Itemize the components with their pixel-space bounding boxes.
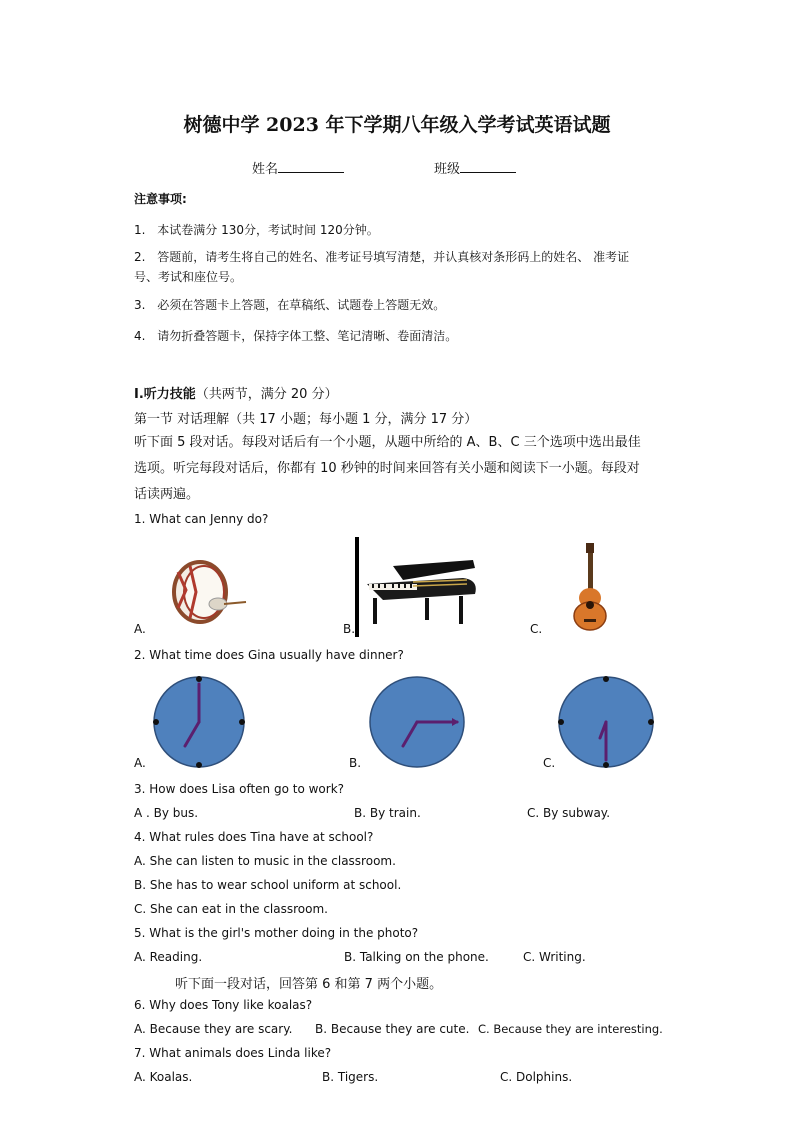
question-5: 5. What is the girl's mother doing in the photo? bbox=[134, 926, 419, 940]
question-2: 2. What time does Gina usually have dinner? bbox=[134, 648, 404, 662]
vertical-bar bbox=[355, 537, 359, 637]
section-heading-bold: Ⅰ.听力技能 bbox=[134, 387, 196, 402]
note-text: 答题前，请考生将自己的姓名、准考证号填写清楚，并认真核对条形码上的姓名、 准考证 bbox=[157, 250, 630, 264]
instructions-line-1: 听下面 5 段对话。每段对话后有一个小题，从题中所给的 A、B、C 三个选项中选出最佳 bbox=[134, 435, 641, 450]
note-num: 4. bbox=[134, 329, 146, 343]
q7-option-a[interactable]: A. Koalas. bbox=[134, 1070, 193, 1084]
piano-image bbox=[363, 560, 481, 630]
q4-option-b[interactable]: B. She has to wear school uniform at school. bbox=[134, 878, 402, 892]
class-blank bbox=[460, 159, 516, 173]
section-heading bbox=[134, 383, 338, 402]
clock-mark-12 bbox=[196, 676, 202, 682]
question-3: 3. How does Lisa often go to work? bbox=[134, 782, 345, 796]
note-num: 2. bbox=[134, 250, 146, 264]
q4-option-a[interactable]: A. She can listen to music in the classroom. bbox=[134, 854, 396, 868]
page-title: 树德中学 2023 年下学期八年级入学考试英语试题 bbox=[183, 114, 611, 136]
clock-mark-6 bbox=[603, 762, 609, 768]
q2-option-c[interactable]: C. bbox=[543, 756, 556, 770]
clock-b bbox=[369, 676, 465, 768]
q5-option-c[interactable]: C. Writing. bbox=[523, 950, 586, 964]
q7-option-c[interactable]: C. Dolphins. bbox=[500, 1070, 573, 1084]
note-text: 必须在答题卡上答题，在草稿纸、试题卷上答题无效。 bbox=[157, 298, 446, 312]
question-4: 4. What rules does Tina have at school? bbox=[134, 830, 374, 844]
clock-mark-12 bbox=[603, 676, 609, 682]
piano-lid bbox=[393, 560, 475, 580]
class-label: 班级 bbox=[434, 162, 461, 177]
q5-option-b[interactable]: B. Talking on the phone. bbox=[344, 950, 489, 964]
note-text: 请勿折叠答题卡，保持字体工整、笔记清晰、卷面清洁。 bbox=[157, 329, 458, 343]
question-6: 6. Why does Tony like koalas? bbox=[134, 998, 313, 1012]
class-field bbox=[434, 158, 516, 177]
instructions-line-3: 话读两遍。 bbox=[134, 487, 200, 502]
q5-option-a[interactable]: A. Reading. bbox=[134, 950, 203, 964]
q7-option-b[interactable]: B. Tigers. bbox=[322, 1070, 379, 1084]
q6-option-b[interactable]: B. Because they are cute. bbox=[315, 1022, 470, 1036]
note-item-3 bbox=[134, 296, 445, 313]
guitar-neck bbox=[588, 553, 593, 591]
clock-mark-3 bbox=[648, 719, 654, 725]
note-item-4 bbox=[134, 327, 457, 344]
note-text: 本试卷满分 130分，考试时间 120分钟。 bbox=[157, 223, 379, 237]
notes-heading: 注意事项: bbox=[134, 192, 187, 206]
guitar-image bbox=[570, 543, 610, 633]
part1-heading: 第一节 对话理解（共 17 小题；每小题 1 分，满分 17 分） bbox=[134, 412, 478, 427]
note-item-2-cont: 号、考试和座位号。 bbox=[134, 270, 243, 284]
note-item-1 bbox=[134, 221, 379, 238]
drum-mallet-stick bbox=[224, 602, 246, 604]
instructions-line-2: 选项。听完每段对话后，你都有 10 秒钟的时间来回答有关小题和阅读下一小题。每段对 bbox=[134, 461, 640, 476]
name-blank bbox=[278, 159, 344, 173]
clock-mark-9 bbox=[153, 719, 159, 725]
clock-mark-9 bbox=[558, 719, 564, 725]
guitar-headstock bbox=[586, 543, 594, 553]
piano-leg-1 bbox=[373, 598, 377, 624]
guitar-bridge bbox=[584, 619, 596, 622]
piano-leg-3 bbox=[459, 596, 463, 624]
q6-option-c[interactable]: C. Because they are interesting. bbox=[478, 1022, 663, 1036]
q2-option-b[interactable]: B. bbox=[349, 756, 362, 770]
clock-a bbox=[153, 676, 245, 768]
question-1: 1. What can Jenny do? bbox=[134, 512, 269, 526]
q2-option-a[interactable]: A. bbox=[134, 756, 146, 770]
clock-mark-6 bbox=[196, 762, 202, 768]
clock-mark-3 bbox=[239, 719, 245, 725]
q1-option-b[interactable]: B. bbox=[343, 622, 356, 636]
guitar-soundhole bbox=[586, 601, 594, 609]
note-num: 3. bbox=[134, 298, 146, 312]
note-item-2 bbox=[134, 248, 629, 265]
drum-image bbox=[160, 560, 250, 625]
clock-c bbox=[558, 676, 654, 768]
name-field bbox=[252, 158, 344, 177]
q3-option-c[interactable]: C. By subway. bbox=[527, 806, 611, 820]
instructions-6-7: 听下面一段对话，回答第 6 和第 7 两个小题。 bbox=[175, 977, 443, 992]
question-7: 7. What animals does Linda like? bbox=[134, 1046, 332, 1060]
piano-keys-black bbox=[373, 584, 411, 588]
name-label: 姓名 bbox=[252, 162, 279, 177]
q1-option-a[interactable]: A. bbox=[134, 622, 146, 636]
q4-option-c[interactable]: C. She can eat in the classroom. bbox=[134, 902, 328, 916]
q3-option-b[interactable]: B. By train. bbox=[354, 806, 421, 820]
note-num: 1. bbox=[134, 223, 146, 237]
q6-option-a[interactable]: A. Because they are scary. bbox=[134, 1022, 293, 1036]
section-heading-rest: （共两节，满分 20 分） bbox=[195, 387, 338, 402]
q1-option-c[interactable]: C. bbox=[530, 622, 543, 636]
piano-leg-2 bbox=[425, 598, 429, 620]
q3-option-a[interactable]: A . By bus. bbox=[134, 806, 199, 820]
